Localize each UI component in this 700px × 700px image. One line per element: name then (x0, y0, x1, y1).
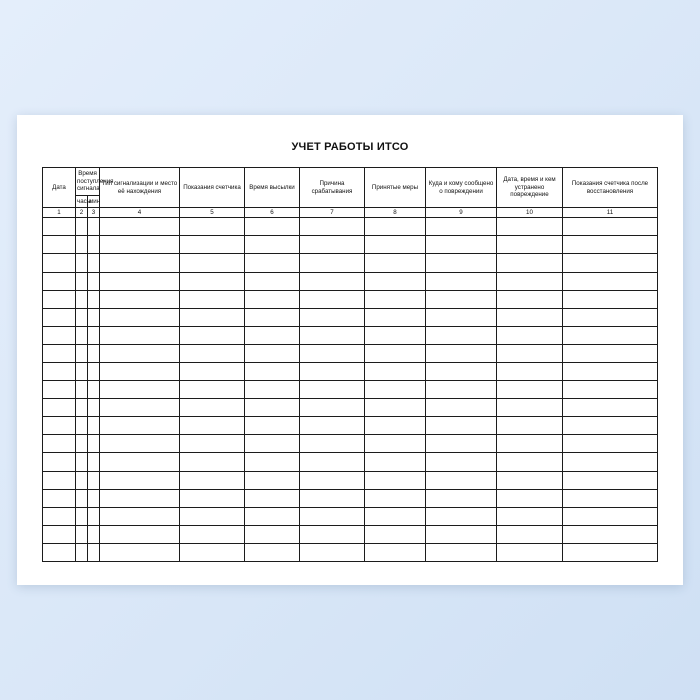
table-cell[interactable] (497, 507, 563, 525)
table-cell[interactable] (563, 236, 658, 254)
colnum-8: 8 (365, 208, 426, 218)
table-cell[interactable] (76, 435, 88, 453)
header-reported-to: Куда и кому сообщено о повреждении (426, 168, 497, 208)
table-cell[interactable] (43, 453, 76, 471)
table-cell[interactable] (76, 507, 88, 525)
table-cell[interactable] (426, 435, 497, 453)
table-cell[interactable] (365, 489, 426, 507)
table-cell[interactable] (497, 489, 563, 507)
table-cell[interactable] (76, 218, 88, 236)
table-cell[interactable] (245, 326, 300, 344)
table-cell[interactable] (365, 417, 426, 435)
table-cell[interactable] (497, 435, 563, 453)
table-cell[interactable] (180, 417, 245, 435)
table-cell[interactable] (300, 543, 365, 561)
table-cell[interactable] (497, 290, 563, 308)
table-cell[interactable] (43, 218, 76, 236)
table-cell[interactable] (76, 290, 88, 308)
table-cell[interactable] (365, 363, 426, 381)
table-cell[interactable] (88, 489, 100, 507)
table-cell[interactable] (76, 489, 88, 507)
table-cell[interactable] (245, 453, 300, 471)
table-cell[interactable] (245, 218, 300, 236)
table-cell[interactable] (563, 326, 658, 344)
table-cell[interactable] (426, 525, 497, 543)
table-cell[interactable] (426, 399, 497, 417)
table-cell[interactable] (563, 290, 658, 308)
header-signal-time-group: Время поступления сигнала (76, 168, 100, 196)
table-cell[interactable] (497, 471, 563, 489)
table-cell[interactable] (88, 453, 100, 471)
table-cell[interactable] (245, 435, 300, 453)
header-hours: часы (76, 195, 88, 208)
table-cell[interactable] (365, 344, 426, 362)
table-cell[interactable] (563, 507, 658, 525)
table-cell[interactable] (100, 381, 180, 399)
table-cell[interactable] (180, 290, 245, 308)
table-row[interactable] (43, 272, 658, 290)
table-cell[interactable] (426, 272, 497, 290)
table-cell[interactable] (365, 254, 426, 272)
colnum-11: 11 (563, 208, 658, 218)
table-cell[interactable] (300, 236, 365, 254)
table-row[interactable] (43, 525, 658, 543)
table-cell[interactable] (88, 399, 100, 417)
table-cell[interactable] (245, 381, 300, 399)
table-body (43, 218, 658, 562)
table-cell[interactable] (426, 236, 497, 254)
table-cell[interactable] (245, 471, 300, 489)
table-cell[interactable] (43, 399, 76, 417)
table-cell[interactable] (180, 344, 245, 362)
table-cell[interactable] (300, 290, 365, 308)
table-row[interactable] (43, 363, 658, 381)
table-cell[interactable] (88, 417, 100, 435)
ledger-table (42, 167, 658, 562)
table-cell[interactable] (245, 489, 300, 507)
table-cell[interactable] (100, 453, 180, 471)
table-cell[interactable] (88, 381, 100, 399)
table-cell[interactable] (88, 543, 100, 561)
table-cell[interactable] (180, 218, 245, 236)
table-cell[interactable] (43, 435, 76, 453)
table-cell[interactable] (88, 507, 100, 525)
table-cell[interactable] (100, 525, 180, 543)
table-cell[interactable] (563, 471, 658, 489)
table-cell[interactable] (245, 507, 300, 525)
table-row[interactable] (43, 308, 658, 326)
table-cell[interactable] (365, 218, 426, 236)
table-cell[interactable] (43, 254, 76, 272)
table-cell[interactable] (426, 507, 497, 525)
header-trigger-reason: Причина срабатывания (300, 168, 365, 208)
table-cell[interactable] (300, 435, 365, 453)
table-cell[interactable] (365, 272, 426, 290)
table-cell[interactable] (43, 471, 76, 489)
table-cell[interactable] (497, 399, 563, 417)
table-cell[interactable] (88, 435, 100, 453)
table-cell[interactable] (426, 471, 497, 489)
table-cell[interactable] (563, 344, 658, 362)
table-cell[interactable] (300, 218, 365, 236)
table-cell[interactable] (76, 417, 88, 435)
table-cell[interactable] (563, 381, 658, 399)
table-cell[interactable] (43, 417, 76, 435)
table-cell[interactable] (180, 381, 245, 399)
table-cell[interactable] (365, 525, 426, 543)
table-cell[interactable] (563, 417, 658, 435)
table-cell[interactable] (426, 290, 497, 308)
table-cell[interactable] (43, 308, 76, 326)
table-cell[interactable] (43, 543, 76, 561)
table-cell[interactable] (76, 308, 88, 326)
table-cell[interactable] (300, 417, 365, 435)
table-cell[interactable] (100, 399, 180, 417)
header-repair-info: Дата, время и кем устранено повреждение (497, 168, 563, 208)
table-cell[interactable] (300, 507, 365, 525)
colnum-10: 10 (497, 208, 563, 218)
table-cell[interactable] (100, 344, 180, 362)
table-cell[interactable] (426, 326, 497, 344)
table-cell[interactable] (76, 272, 88, 290)
colnum-5: 5 (180, 208, 245, 218)
table-cell[interactable] (76, 399, 88, 417)
table-cell[interactable] (365, 308, 426, 326)
table-cell[interactable] (43, 326, 76, 344)
table-row[interactable] (43, 254, 658, 272)
table-cell[interactable] (76, 543, 88, 561)
table-row[interactable] (43, 344, 658, 362)
table-cell[interactable] (88, 525, 100, 543)
table-cell[interactable] (43, 272, 76, 290)
table-cell[interactable] (365, 435, 426, 453)
table-cell[interactable] (245, 417, 300, 435)
colnum-9: 9 (426, 208, 497, 218)
table-row[interactable] (43, 507, 658, 525)
table-cell[interactable] (563, 543, 658, 561)
table-cell[interactable] (563, 308, 658, 326)
table-row[interactable] (43, 417, 658, 435)
table-cell[interactable] (365, 453, 426, 471)
table-row[interactable] (43, 381, 658, 399)
table-cell[interactable] (43, 290, 76, 308)
table-cell[interactable] (43, 363, 76, 381)
table-cell[interactable] (497, 525, 563, 543)
table-cell[interactable] (426, 218, 497, 236)
table-cell[interactable] (43, 489, 76, 507)
table-cell[interactable] (180, 525, 245, 543)
table-cell[interactable] (43, 236, 76, 254)
table-cell[interactable] (245, 272, 300, 290)
table-cell[interactable] (300, 489, 365, 507)
header-measures-taken: Принятые меры (365, 168, 426, 208)
table-cell[interactable] (180, 363, 245, 381)
table-cell[interactable] (100, 290, 180, 308)
table-cell[interactable] (180, 507, 245, 525)
table-cell[interactable] (563, 453, 658, 471)
table-cell[interactable] (497, 218, 563, 236)
table-cell[interactable] (300, 381, 365, 399)
header-counter-readings: Показания счетчика (180, 168, 245, 208)
colnum-3: 3 (88, 208, 100, 218)
table-cell[interactable] (563, 435, 658, 453)
table-cell[interactable] (245, 236, 300, 254)
table-cell[interactable] (300, 326, 365, 344)
table-cell[interactable] (100, 326, 180, 344)
table-cell[interactable] (300, 254, 365, 272)
header-date: Дата (43, 168, 76, 208)
table-cell[interactable] (100, 218, 180, 236)
table-cell[interactable] (88, 254, 100, 272)
table-cell[interactable] (426, 308, 497, 326)
table-cell[interactable] (76, 471, 88, 489)
header-signal-type: Тип сигнализации и место её нахождения (100, 168, 180, 208)
table-cell[interactable] (300, 272, 365, 290)
table-cell[interactable] (100, 272, 180, 290)
table-cell[interactable] (426, 543, 497, 561)
table-cell[interactable] (300, 344, 365, 362)
table-cell[interactable] (245, 254, 300, 272)
table-row[interactable] (43, 236, 658, 254)
table-cell[interactable] (426, 363, 497, 381)
table-cell[interactable] (76, 254, 88, 272)
table-cell[interactable] (180, 435, 245, 453)
table-cell[interactable] (180, 453, 245, 471)
colnum-2: 2 (76, 208, 88, 218)
table-cell[interactable] (365, 290, 426, 308)
table-cell[interactable] (245, 543, 300, 561)
table-cell[interactable] (497, 363, 563, 381)
table-cell[interactable] (497, 236, 563, 254)
table-row[interactable] (43, 399, 658, 417)
table-cell[interactable] (180, 308, 245, 326)
table-cell[interactable] (76, 344, 88, 362)
table-cell[interactable] (88, 218, 100, 236)
table-cell[interactable] (300, 399, 365, 417)
table-head (43, 168, 658, 218)
header-minutes: мин (88, 195, 100, 208)
table-cell[interactable] (300, 525, 365, 543)
document-sheet (17, 115, 683, 585)
table-cell[interactable] (100, 254, 180, 272)
table-row[interactable] (43, 435, 658, 453)
header-departure-time: Время высылки (245, 168, 300, 208)
table-cell[interactable] (43, 507, 76, 525)
table-cell[interactable] (365, 399, 426, 417)
table-cell[interactable] (563, 489, 658, 507)
table-cell[interactable] (497, 344, 563, 362)
table-cell[interactable] (563, 218, 658, 236)
table-cell[interactable] (180, 236, 245, 254)
table-cell[interactable] (365, 381, 426, 399)
table-cell[interactable] (88, 308, 100, 326)
table-cell[interactable] (100, 417, 180, 435)
table-cell[interactable] (563, 272, 658, 290)
table-cell[interactable] (300, 363, 365, 381)
table-cell[interactable] (43, 381, 76, 399)
table-cell[interactable] (497, 308, 563, 326)
table-cell[interactable] (100, 543, 180, 561)
table-row[interactable] (43, 290, 658, 308)
table-cell[interactable] (100, 236, 180, 254)
table-row[interactable] (43, 326, 658, 344)
table-cell[interactable] (563, 254, 658, 272)
table-cell[interactable] (426, 453, 497, 471)
table-cell[interactable] (88, 326, 100, 344)
colnum-7: 7 (300, 208, 365, 218)
table-cell[interactable] (88, 272, 100, 290)
table-row[interactable] (43, 218, 658, 236)
table-cell[interactable] (426, 344, 497, 362)
table-cell[interactable] (180, 543, 245, 561)
table-cell[interactable] (88, 236, 100, 254)
table-cell[interactable] (497, 272, 563, 290)
table-row[interactable] (43, 543, 658, 561)
table-cell[interactable] (245, 399, 300, 417)
table-cell[interactable] (497, 453, 563, 471)
table-cell[interactable] (180, 254, 245, 272)
table-cell[interactable] (426, 417, 497, 435)
table-cell[interactable] (100, 507, 180, 525)
table-cell[interactable] (365, 236, 426, 254)
table-cell[interactable] (497, 254, 563, 272)
table-cell[interactable] (43, 525, 76, 543)
table-cell[interactable] (300, 308, 365, 326)
table-cell[interactable] (365, 326, 426, 344)
header-row-main (43, 168, 658, 196)
table-cell[interactable] (180, 272, 245, 290)
table-cell[interactable] (76, 453, 88, 471)
table-row[interactable] (43, 471, 658, 489)
table-cell[interactable] (245, 344, 300, 362)
table-cell[interactable] (76, 326, 88, 344)
colnum-1: 1 (43, 208, 76, 218)
table-cell[interactable] (100, 435, 180, 453)
column-number-row (43, 208, 658, 218)
table-cell[interactable] (180, 471, 245, 489)
table-cell[interactable] (88, 471, 100, 489)
table-cell[interactable] (88, 363, 100, 381)
table-cell[interactable] (245, 525, 300, 543)
page-title: УЧЕТ РАБОТЫ ИТСО (291, 141, 409, 153)
table-cell[interactable] (245, 363, 300, 381)
table-cell[interactable] (426, 489, 497, 507)
table-cell[interactable] (245, 290, 300, 308)
table-cell[interactable] (497, 417, 563, 435)
table-cell[interactable] (76, 236, 88, 254)
table-row[interactable] (43, 453, 658, 471)
table-row[interactable] (43, 489, 658, 507)
table-cell[interactable] (180, 489, 245, 507)
table-cell[interactable] (76, 363, 88, 381)
table-cell[interactable] (300, 453, 365, 471)
table-cell[interactable] (180, 399, 245, 417)
table-cell[interactable] (88, 344, 100, 362)
table-cell[interactable] (497, 326, 563, 344)
table-cell[interactable] (245, 308, 300, 326)
table-cell[interactable] (365, 543, 426, 561)
table-cell[interactable] (365, 471, 426, 489)
table-cell[interactable] (563, 363, 658, 381)
table-cell[interactable] (497, 381, 563, 399)
table-cell[interactable] (76, 381, 88, 399)
table-cell[interactable] (100, 363, 180, 381)
header-counter-after: Показания счетчика после восстановления (563, 168, 658, 208)
table-cell[interactable] (497, 543, 563, 561)
table-cell[interactable] (563, 399, 658, 417)
table-cell[interactable] (43, 344, 76, 362)
table-cell[interactable] (426, 381, 497, 399)
table-cell[interactable] (100, 489, 180, 507)
table-cell[interactable] (100, 471, 180, 489)
colnum-4: 4 (100, 208, 180, 218)
table-cell[interactable] (100, 308, 180, 326)
table-cell[interactable] (300, 471, 365, 489)
colnum-6: 6 (245, 208, 300, 218)
table-cell[interactable] (76, 525, 88, 543)
table-cell[interactable] (365, 507, 426, 525)
table-cell[interactable] (563, 525, 658, 543)
table-cell[interactable] (88, 290, 100, 308)
table-cell[interactable] (180, 326, 245, 344)
table-cell[interactable] (426, 254, 497, 272)
